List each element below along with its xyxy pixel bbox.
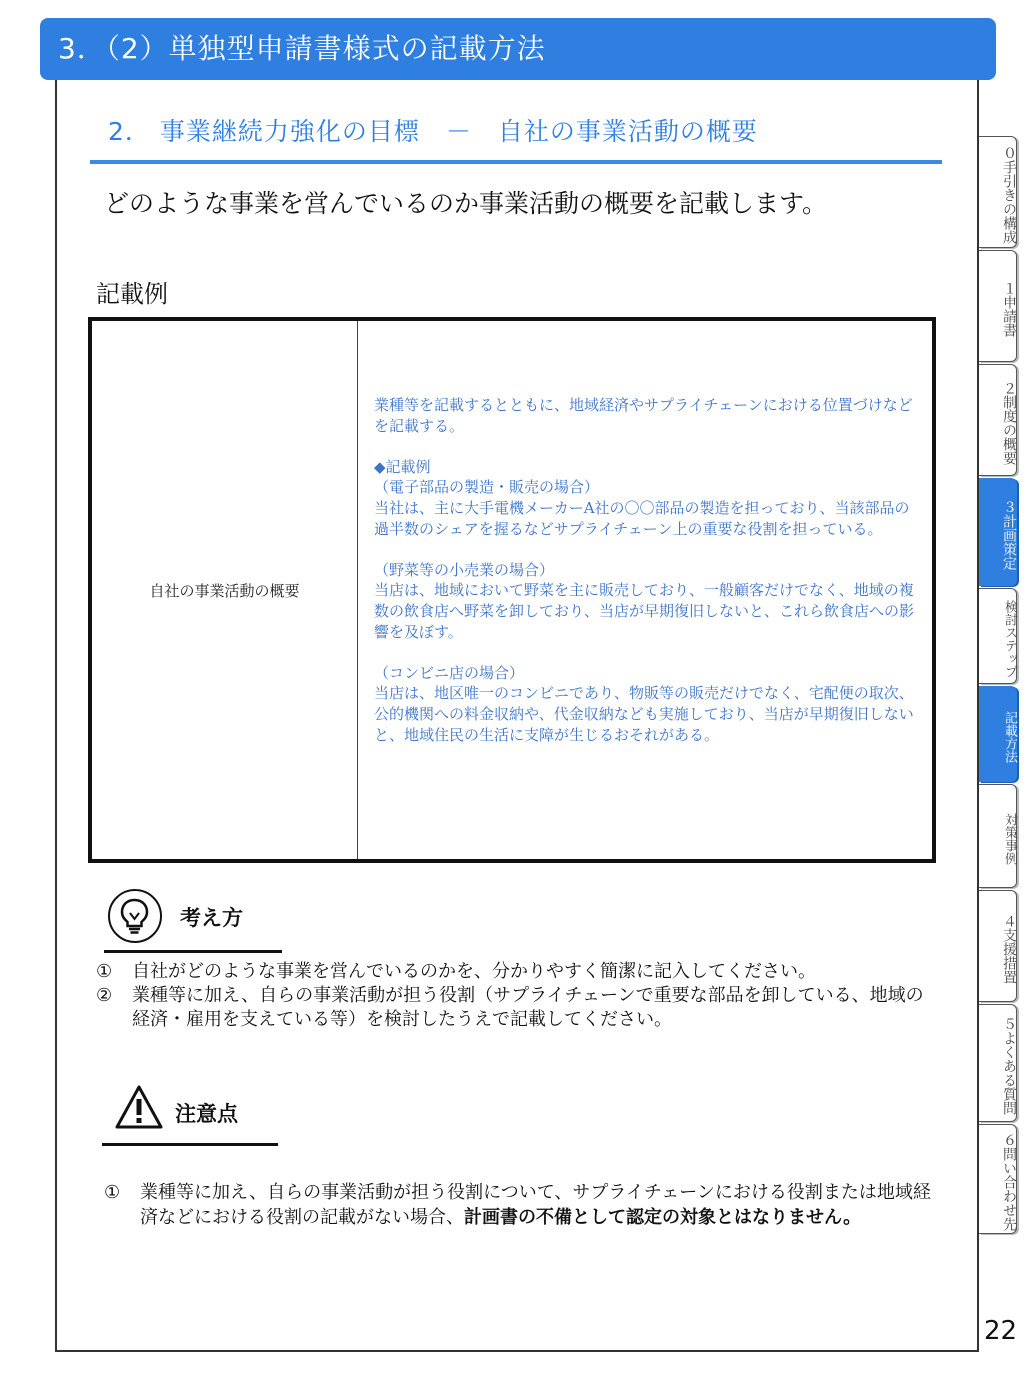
caution-emphasis: 計画書の不備として認定の対象とはなりません。 xyxy=(464,1207,862,1228)
thinking-list xyxy=(96,960,936,1032)
item-number: ① xyxy=(104,1182,121,1203)
example-table xyxy=(88,317,936,863)
tab-review-steps[interactable]: 検討ステップ xyxy=(979,588,1017,684)
item-text xyxy=(140,1180,934,1230)
example-paragraph: 当店は、地域において野菜を主に販売しており、一般顧客だけでなく、地域の複数の飲食店へ野菜を卸しており、当店が早期復旧しないと、これら飲食店への影響を及ぼす。 xyxy=(374,581,915,641)
tab-application[interactable]: １申請書 xyxy=(979,250,1017,362)
caution-title: 注意点 xyxy=(175,1102,238,1126)
item-text: 業種等に加え、自らの事業活動が担う役割（サプライチェーンで重要な部品を卸している、地域の経済・雇用を支えている等）を検討したうえで記載してください。 xyxy=(132,985,924,1030)
example-paragraph: 業種等を記載するとともに、地域経済やサプライチェーンにおける位置づけなどを記載する。 xyxy=(374,396,913,435)
example-row-content xyxy=(358,321,932,859)
paragraph-gap xyxy=(374,436,918,457)
list-item xyxy=(104,1180,934,1230)
example-row-label: 自社の事業活動の概要 xyxy=(92,321,358,859)
tab-system-overview[interactable]: ２制度の概要 xyxy=(979,364,1017,476)
tab-how-to-fill[interactable]: 記載方法 xyxy=(979,686,1017,782)
tab-support-measures[interactable]: ４支援措置 xyxy=(979,890,1017,1002)
example-paragraph: （電子部品の製造・販売の場合） xyxy=(374,478,600,497)
header-title: 3．（2）単独型申請書様式の記載方法 xyxy=(40,18,996,80)
example-label: 記載例 xyxy=(96,280,168,308)
section-divider xyxy=(90,160,942,164)
thinking-divider xyxy=(104,950,282,953)
example-paragraph: （コンビニ店の場合） xyxy=(374,663,525,682)
list-item xyxy=(96,984,936,1032)
list-item xyxy=(96,960,936,984)
section-lead: どのような事業を営んでいるのか事業活動の概要を記載します。 xyxy=(104,189,828,218)
caution-list xyxy=(104,1180,934,1230)
tab-case-studies[interactable]: 対策事例 xyxy=(979,784,1017,888)
example-paragraph: （野菜等の小売業の場合） xyxy=(374,560,555,579)
warning-icon xyxy=(114,1084,164,1130)
example-paragraph: 当社は、主に大手電機メーカーA社の〇〇部品の製造を担っており、当該部品の過半数のシェアを握るなどサプライチェーン上の重要な役割を担っている。 xyxy=(374,498,910,538)
tab-faq[interactable]: ５よくある質問 xyxy=(979,1004,1017,1122)
tab-contact[interactable]: ６問い合わせ先 xyxy=(979,1124,1017,1234)
caution-divider xyxy=(102,1143,278,1146)
paragraph-gap xyxy=(374,642,918,663)
lightbulb-icon xyxy=(108,889,162,943)
tab-guide-structure[interactable]: ０手引きの構成 xyxy=(979,136,1017,248)
section-title: 2． 事業継続力強化の目標 － 自社の事業活動の概要 xyxy=(108,117,758,146)
example-paragraph: ◆記載例 xyxy=(374,457,431,476)
paragraph-gap xyxy=(374,539,918,560)
tab-plan-formulation[interactable]: ３計画策定 xyxy=(979,478,1017,586)
item-number: ① xyxy=(96,961,113,982)
item-number: ② xyxy=(96,985,113,1006)
caution-text: 業種等に加え、自らの事業活動が担う役割について、サプライチェーンにおける役割または地域経済などにおける役割の記載がない場合、 xyxy=(140,1182,931,1228)
page-number: 22 xyxy=(984,1316,1018,1346)
thinking-title: 考え方 xyxy=(180,906,243,930)
item-text: 自社がどのような事業を営んでいるのかを、分かりやすく簡潔に記入してください。 xyxy=(132,961,816,982)
example-paragraph: 当店は、地区唯一のコンビニであり、物販等の販売だけでなく、宅配便の取次、公的機関への料金収納や、代金収納なども実施しており、当店が早期復旧しないと、地域住民の生活に支障が生じるおそれがある。 xyxy=(374,684,914,744)
